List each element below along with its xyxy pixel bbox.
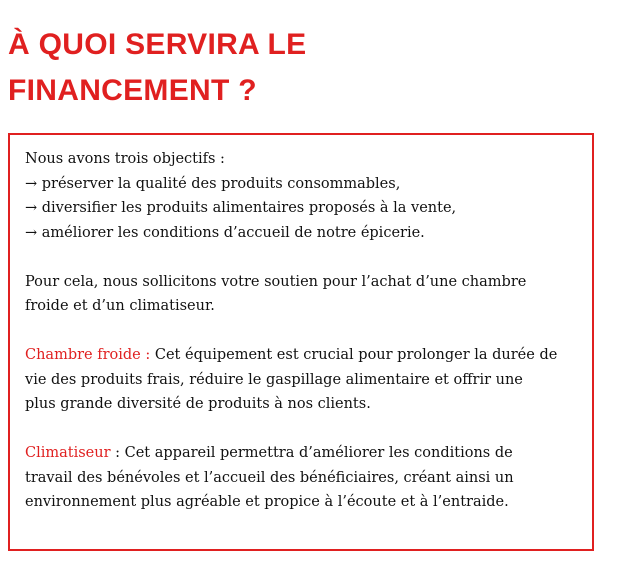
chambre-paragraph-line: vie des produits frais, réduire le gaspillage alimentaire et offrir une (25, 371, 523, 388)
title-line-2: FINANCEMENT ? (8, 74, 257, 107)
clim-paragraph-line: environnement plus agréable et propice à l’écoute et à l’entraide. (25, 494, 509, 510)
objective-item: → diversifier les produits alimentaires proposés à la vente, (25, 200, 457, 216)
funding-content (25, 147, 580, 515)
objective-item: → préserver la qualité des produits consommables, (25, 175, 401, 192)
request-line: Pour cela, nous sollicitons votre soutien pour l’achat d’une chambre (25, 273, 527, 290)
clim-text: : Cet appareil permettra d’améliorer les conditions de (110, 445, 513, 461)
spacer (25, 245, 580, 270)
request-line: froide et d’un climatiseur. (25, 298, 215, 314)
chambre-paragraph-line: plus grande diversité de produits à nos clients. (25, 396, 371, 412)
clim-paragraph-line (25, 441, 580, 466)
chambre-froide-label: Chambre froide : (25, 347, 151, 363)
chambre-paragraph-line (25, 343, 580, 368)
intro-text: Nous avons trois objectifs : (25, 151, 225, 167)
clim-paragraph-line: travail des bénévoles et l’accueil des bénéficiaires, créant ainsi un (25, 469, 514, 486)
spacer (25, 319, 580, 344)
objective-item: → améliorer les conditions d’accueil de notre épicerie. (25, 224, 425, 241)
climatiseur-label: Climatiseur (25, 445, 111, 461)
spacer (25, 417, 580, 442)
title-line-1: À QUOI SERVIRA LE (8, 28, 307, 61)
funding-box (8, 133, 594, 551)
page-title (8, 22, 306, 114)
chambre-text: Cet équipement est crucial pour prolonger la durée de (150, 347, 558, 363)
